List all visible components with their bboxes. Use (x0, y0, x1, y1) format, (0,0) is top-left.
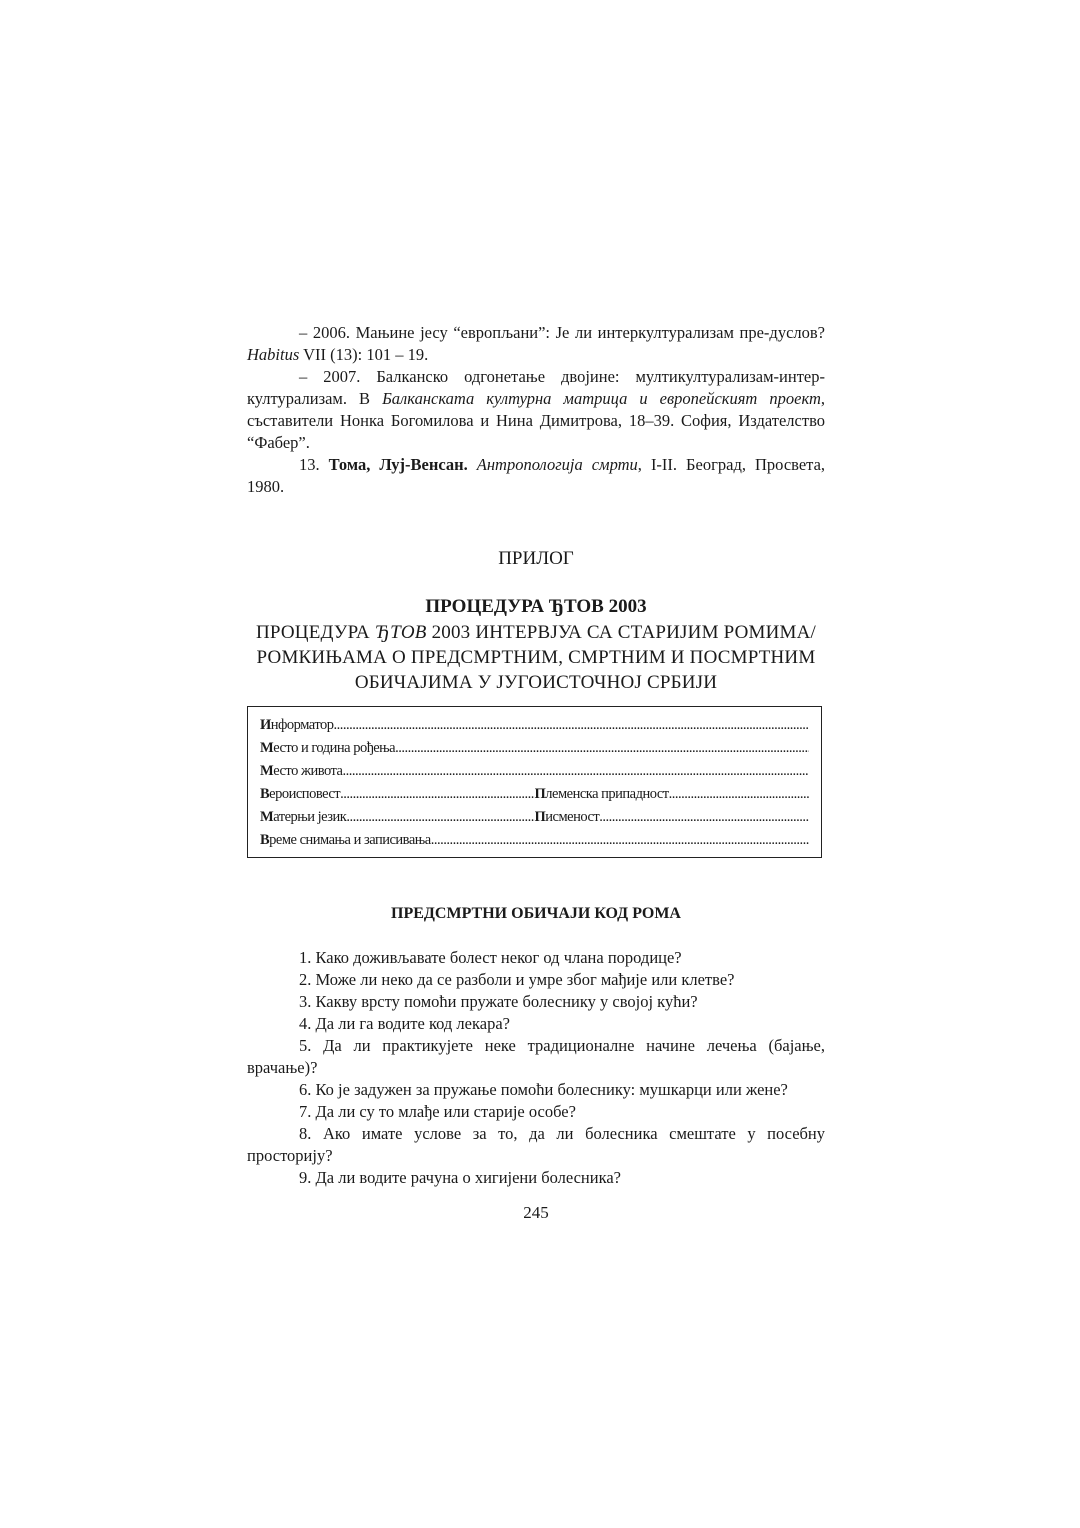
dot-leader (395, 737, 809, 760)
procedure-subtitle: ПРОЦЕДУРА ЂТОВ 2003 ИНТЕРВЈУА СА СТАРИЈИМ РОМИМА/РОМКИЊАМА О ПРЕДСМРТНИМ, СМРТНИМ И ПОСМРТНИМ ОБИЧАЈИМА У ЈУГОИСТОЧНОЈ СРБИЈИ (255, 622, 817, 693)
question-item: 8. Ако имате услове за то, да ли болесника смештате у посебну просторију? (247, 1124, 825, 1165)
journal-title: Habitus (247, 345, 300, 364)
question-item: 1. Како доживљавате болест неког од члана породице? (299, 948, 682, 967)
page-number: 245 (523, 1203, 549, 1222)
question-list (247, 947, 825, 1189)
book-title: Балканската културна матрица и европейският проект (382, 389, 821, 408)
question-item: 2. Може ли неко да се разболи и умре због мађије или клетве? (299, 970, 735, 989)
section-heading: ПРЕДСМРТНИ ОБИЧАЈИ КОД РОМА (391, 905, 681, 922)
bibliography-entry-2007: – 2007. Балканско одгонетање двојине: мултикултурализам-интер-културализам. В Балканската културна матрица и европейският проект, съставители Нонка Богомилова и Нина Димитрова, 18–39. София, Издателство “Фабер”. (247, 367, 825, 452)
dot-leader (431, 829, 809, 852)
question-item: 4. Да ли га водите код лекара? (299, 1014, 510, 1033)
question-item: 3. Какву врсту помоћи пружате болеснику у својој кући? (299, 992, 698, 1011)
dot-leader (342, 760, 809, 783)
work-title: Антропологија смрти (476, 455, 638, 474)
form-line-birthplace: М есто и година рођења ..... (260, 737, 809, 760)
informant-form (247, 706, 822, 858)
author-name: Тома, Луј-Венсан. (328, 455, 468, 474)
dot-leader (346, 806, 534, 829)
appendix-heading: ПРИЛОГ (498, 548, 574, 569)
bibliography-block (247, 322, 825, 498)
dot-leader (599, 806, 809, 829)
bibliography-entry-2006: – 2006. Мањине јесу “европљани”: Је ли интеркултурализам пре-дуслов? Habitus VII (13): 101 – 19. (247, 323, 825, 364)
dot-leader (669, 783, 809, 806)
question-item: 6. Ко је задужен за пружање помоћи болеснику: мушкарци или жене? (299, 1080, 788, 1099)
form-line-informant: И нформатор ..... (260, 714, 809, 737)
form-line-recording-time: В реме снимања и записивања ..... (260, 829, 809, 852)
question-item: 7. Да ли су то млађе или старије особе? (299, 1102, 576, 1121)
form-line-residence: М есто живота ..... (260, 760, 809, 783)
question-item: 9. Да ли водите рачуна о хигијени болесника? (299, 1168, 622, 1187)
question-item: 5. Да ли практикујете неке традиционалне начине лечења (бајање, врачање)? (247, 1036, 825, 1077)
procedure-title: ПРОЦЕДУРА ЂТОВ 2003 (425, 596, 647, 617)
form-line-language-literacy: М атерњи језик ..... П исменост ..... (260, 806, 809, 829)
form-line-religion-tribe: В ероисповест ..... П леменска припадност ..... (260, 783, 809, 806)
dot-leader (340, 783, 534, 806)
bibliography-entry-13: 13. Тома, Луј-Венсан. Антропологија смрти, I-II. Београд, Просвета, 1980. (247, 455, 826, 496)
dot-leader (334, 714, 810, 737)
